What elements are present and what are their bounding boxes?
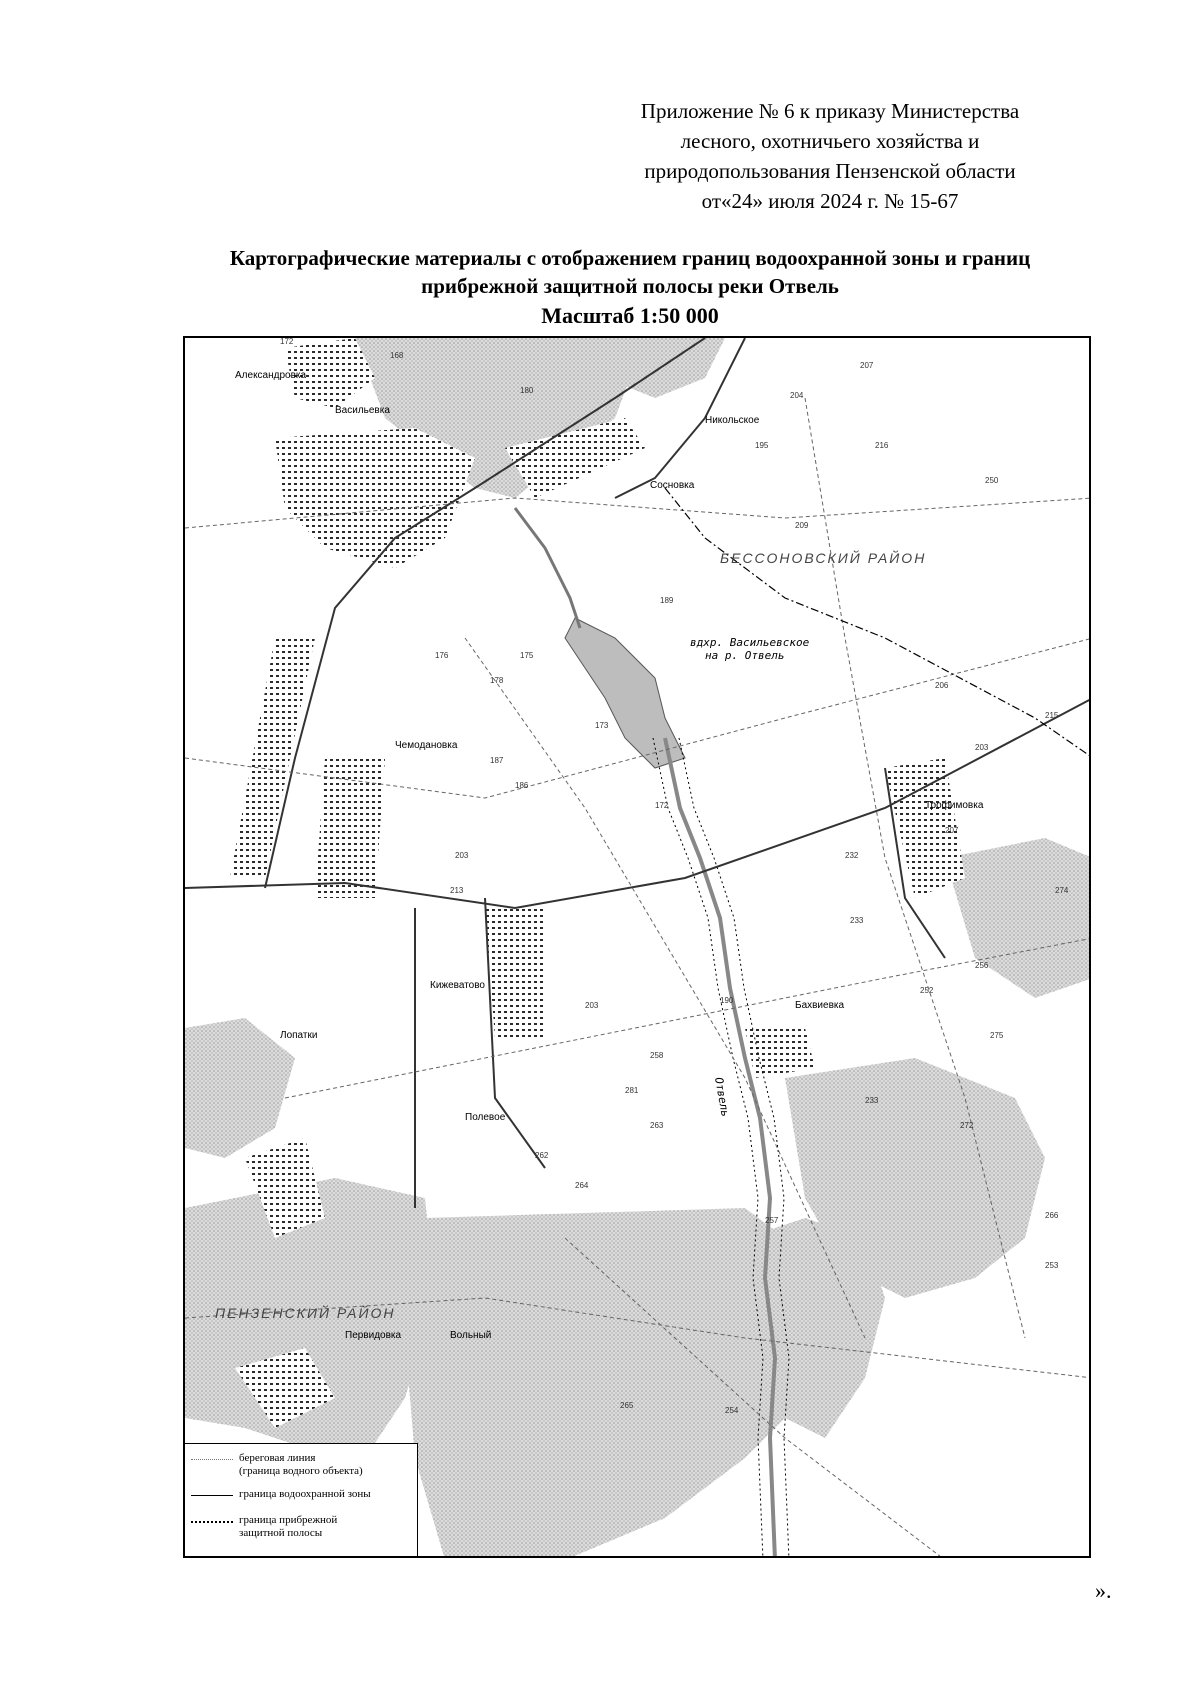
settlement-area — [315, 758, 385, 898]
settlement-label: Вольный — [450, 1330, 492, 1341]
elevation-mark: 233 — [850, 916, 864, 925]
elevation-mark: 203 — [455, 851, 469, 860]
elevation-mark: 180 — [520, 386, 534, 395]
elevation-mark: 190 — [720, 996, 734, 1005]
settlement-label: Полевое — [465, 1112, 506, 1123]
elevation-mark: 275 — [990, 1031, 1004, 1040]
elevation-mark: 250 — [985, 476, 999, 485]
elevation-mark: 216 — [875, 441, 889, 450]
legend-label-line: граница водоохранной зоны — [239, 1488, 371, 1500]
document-title — [150, 244, 1110, 300]
elevation-mark: 266 — [1045, 1211, 1059, 1220]
settlement-area — [745, 1028, 815, 1078]
settlement-label: Трофимовка — [925, 800, 984, 811]
elevation-mark: 272 — [960, 1121, 974, 1130]
elevation-mark: 232 — [845, 851, 859, 860]
elevation-mark: 186 — [515, 781, 529, 790]
forest-area — [185, 1018, 295, 1158]
appendix-line: от«24» июля 2024 г. № 15-67 — [701, 189, 959, 213]
appendix-line: природопользования Пензенской области — [644, 159, 1016, 183]
appendix-line: Приложение № 6 к приказу Министерства — [640, 99, 1020, 123]
elevation-mark: 265 — [620, 1401, 634, 1410]
elevation-mark: 203 — [585, 1001, 599, 1010]
forest-area — [945, 838, 1091, 998]
district-label: БЕССОНОВСКИЙ РАЙОН — [720, 550, 927, 566]
settlement-label: Никольское — [705, 415, 760, 426]
appendix-note — [560, 96, 1100, 216]
settlement-label: Васильевка — [335, 405, 390, 416]
settlement-label: Первидовка — [345, 1330, 402, 1341]
settlement-area — [275, 428, 475, 568]
elevation-mark: 206 — [935, 681, 949, 690]
map-canvas — [185, 338, 1091, 1558]
settlement-area — [230, 638, 315, 878]
elevation-mark: 187 — [490, 756, 504, 765]
elevation-mark: 176 — [435, 651, 449, 660]
legend-item-shoreline — [191, 1452, 413, 1478]
elevation-mark: 207 — [945, 826, 959, 835]
coastal-protection-strip-swatch — [191, 1521, 233, 1523]
closing-quote-mark: ». — [1095, 1578, 1112, 1603]
settlement-label: Чемодановка — [395, 740, 458, 751]
appendix-line: лесного, охотничьего хозяйства и — [680, 129, 980, 153]
river-upper-channel — [515, 508, 580, 628]
settlement-label: Лопатки — [280, 1030, 318, 1041]
legend-item-coastal-protection-strip — [191, 1514, 413, 1540]
elevation-mark: 256 — [975, 961, 989, 970]
elevation-mark: 257 — [765, 1216, 779, 1225]
elevation-mark: 263 — [650, 1121, 664, 1130]
elevation-mark: 178 — [490, 676, 504, 685]
district-boundary — [665, 488, 1091, 758]
elevation-mark: 254 — [725, 1406, 739, 1415]
map-scale: Масштаб 1:50 000 — [541, 303, 719, 328]
elevation-mark: 175 — [520, 651, 534, 660]
elevation-mark: 264 — [575, 1181, 589, 1190]
legend-label — [239, 1452, 363, 1478]
elevation-mark: 233 — [865, 1096, 879, 1105]
map-frame — [183, 336, 1091, 1558]
settlement-label: Александровка — [235, 370, 307, 381]
elevation-mark: 274 — [1055, 886, 1069, 895]
elevation-mark: 204 — [790, 391, 804, 400]
elevation-mark: 195 — [755, 441, 769, 450]
elevation-mark: 253 — [1045, 1261, 1059, 1270]
settlement-label: Бахвиевка — [795, 1000, 845, 1011]
elevation-mark: 207 — [860, 361, 874, 370]
elevation-mark: 258 — [650, 1051, 664, 1060]
water-label: на р. Отвель — [705, 649, 785, 662]
settlement-label: Сосновка — [650, 480, 695, 491]
water-label: вдхр. Васильевское — [690, 636, 810, 649]
elevation-mark: 172 — [655, 801, 669, 810]
elevation-mark: 215 — [1045, 711, 1059, 720]
elevation-mark: 172 — [280, 338, 294, 346]
elevation-mark: 189 — [660, 596, 674, 605]
elevation-mark: 252 — [920, 986, 934, 995]
district-label: ПЕНЗЕНСКИЙ РАЙОН — [215, 1305, 396, 1321]
elevation-mark: 168 — [390, 351, 404, 360]
elevation-mark: 213 — [450, 886, 464, 895]
water-protection-zone-swatch — [191, 1495, 233, 1496]
forest-area — [405, 1208, 805, 1558]
legend-item-water-protection-zone — [191, 1488, 413, 1501]
legend-label-line: береговая линия — [239, 1452, 316, 1464]
elevation-mark: 281 — [625, 1086, 639, 1095]
elevation-mark: 173 — [595, 721, 609, 730]
legend-label-line: (граница водного объекта) — [239, 1465, 363, 1477]
elevation-mark: 203 — [975, 743, 989, 752]
elevation-mark: 209 — [795, 521, 809, 530]
water-label: Отвель — [712, 1076, 732, 1118]
legend-label-line: граница прибрежной — [239, 1514, 338, 1526]
legend-label — [239, 1514, 337, 1540]
shoreline-swatch — [191, 1459, 233, 1460]
settlement-label: Кижеватово — [430, 980, 485, 991]
map-legend — [185, 1443, 418, 1556]
legend-label — [239, 1488, 371, 1501]
elevation-mark: 262 — [535, 1151, 549, 1160]
settlement-area — [485, 908, 545, 1038]
dirt-track — [285, 938, 1091, 1098]
title-line: Картографические материалы с отображением границ водоохранной зоны и границ — [229, 246, 1031, 270]
legend-label-line: защитной полосы — [239, 1527, 323, 1539]
title-line: прибрежной защитной полосы реки Отвель — [421, 274, 839, 298]
